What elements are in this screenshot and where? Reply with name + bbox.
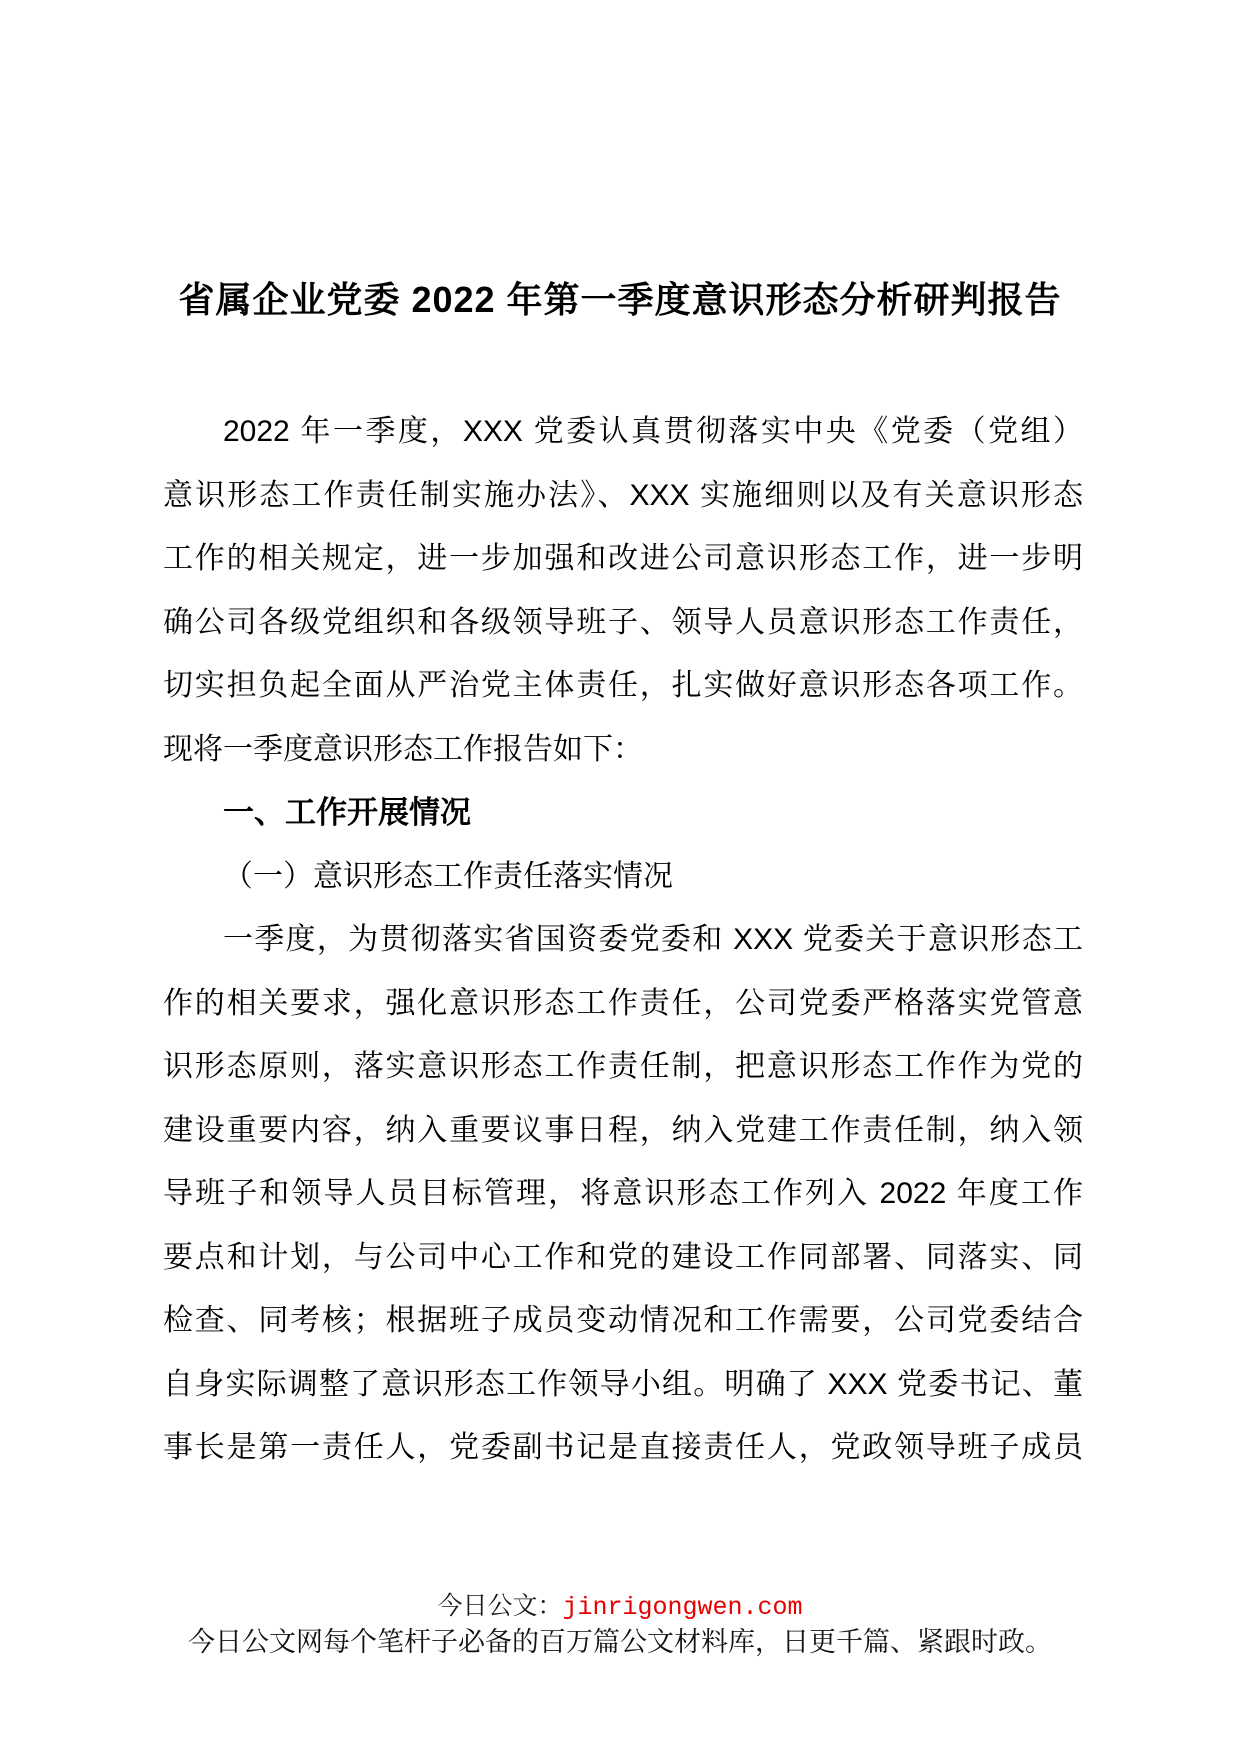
- page-footer: [0, 1590, 1240, 1661]
- document-body: [163, 400, 1083, 1480]
- footer-site-label: 今日公文：: [437, 1592, 563, 1620]
- body-text-line: 导班子和领导人员目标管理，将意识形态工作列入 2022 年度工作: [163, 1177, 1083, 1210]
- body-text-line: （一）意识形态工作责任落实情况: [223, 859, 673, 893]
- body-text-line: 意识形态工作责任制实施办法》、XXX 实施细则以及有关意识形态: [163, 478, 1083, 512]
- body-text-line: 作的相关要求，强化意识形态工作责任，公司党委严格落实党管意: [163, 986, 1083, 1020]
- footer-site-line: [0, 1590, 1240, 1624]
- footer-tagline: 今日公文网每个笔杆子必备的百万篇公文材料库，日更千篇、紧跟时政。: [188, 1627, 1052, 1657]
- body-text-line: 要点和计划，与公司中心工作和党的建设工作同部署、同落实、同: [163, 1240, 1083, 1274]
- body-text-line: 切实担负起全面从严治党主体责任，扎实做好意识形态各项工作。: [163, 669, 1083, 702]
- body-text-line: 检查、同考核；根据班子成员变动情况和工作需要，公司党委结合: [163, 1304, 1083, 1337]
- document-title: 省属企业党委 2022 年第一季度意识形态分析研判报告: [178, 279, 1062, 320]
- body-text-line: 现将一季度意识形态工作报告如下：: [163, 732, 643, 766]
- footer-site-url-link[interactable]: jinrigongwen.com: [562, 1593, 803, 1622]
- body-text-line: 自身实际调整了意识形态工作领导小组。明确了 XXX 党委书记、董: [163, 1367, 1083, 1401]
- body-text-line: 确公司各级党组织和各级领导班子、领导人员意识形态工作责任，: [163, 605, 1083, 639]
- body-text-line: 事长是第一责任人，党委副书记是直接责任人，党政领导班子成员: [163, 1431, 1083, 1464]
- body-text-line: 工作的相关规定，进一步加强和改进公司意识形态工作，进一步明: [163, 542, 1083, 575]
- body-text-line: 识形态原则，落实意识形态工作责任制，把意识形态工作作为党的: [163, 1050, 1083, 1083]
- section-heading-line: 一、工作开展情况: [223, 795, 471, 830]
- body-text-line: 2022 年一季度，XXX 党委认真贯彻落实中央《党委（党组）: [223, 415, 1083, 448]
- body-text-line: 一季度，为贯彻落实省国资委党委和 XXX 党委关于意识形态工: [223, 923, 1083, 956]
- body-text-line: 建设重要内容，纳入重要议事日程，纳入党建工作责任制，纳入领: [163, 1113, 1083, 1147]
